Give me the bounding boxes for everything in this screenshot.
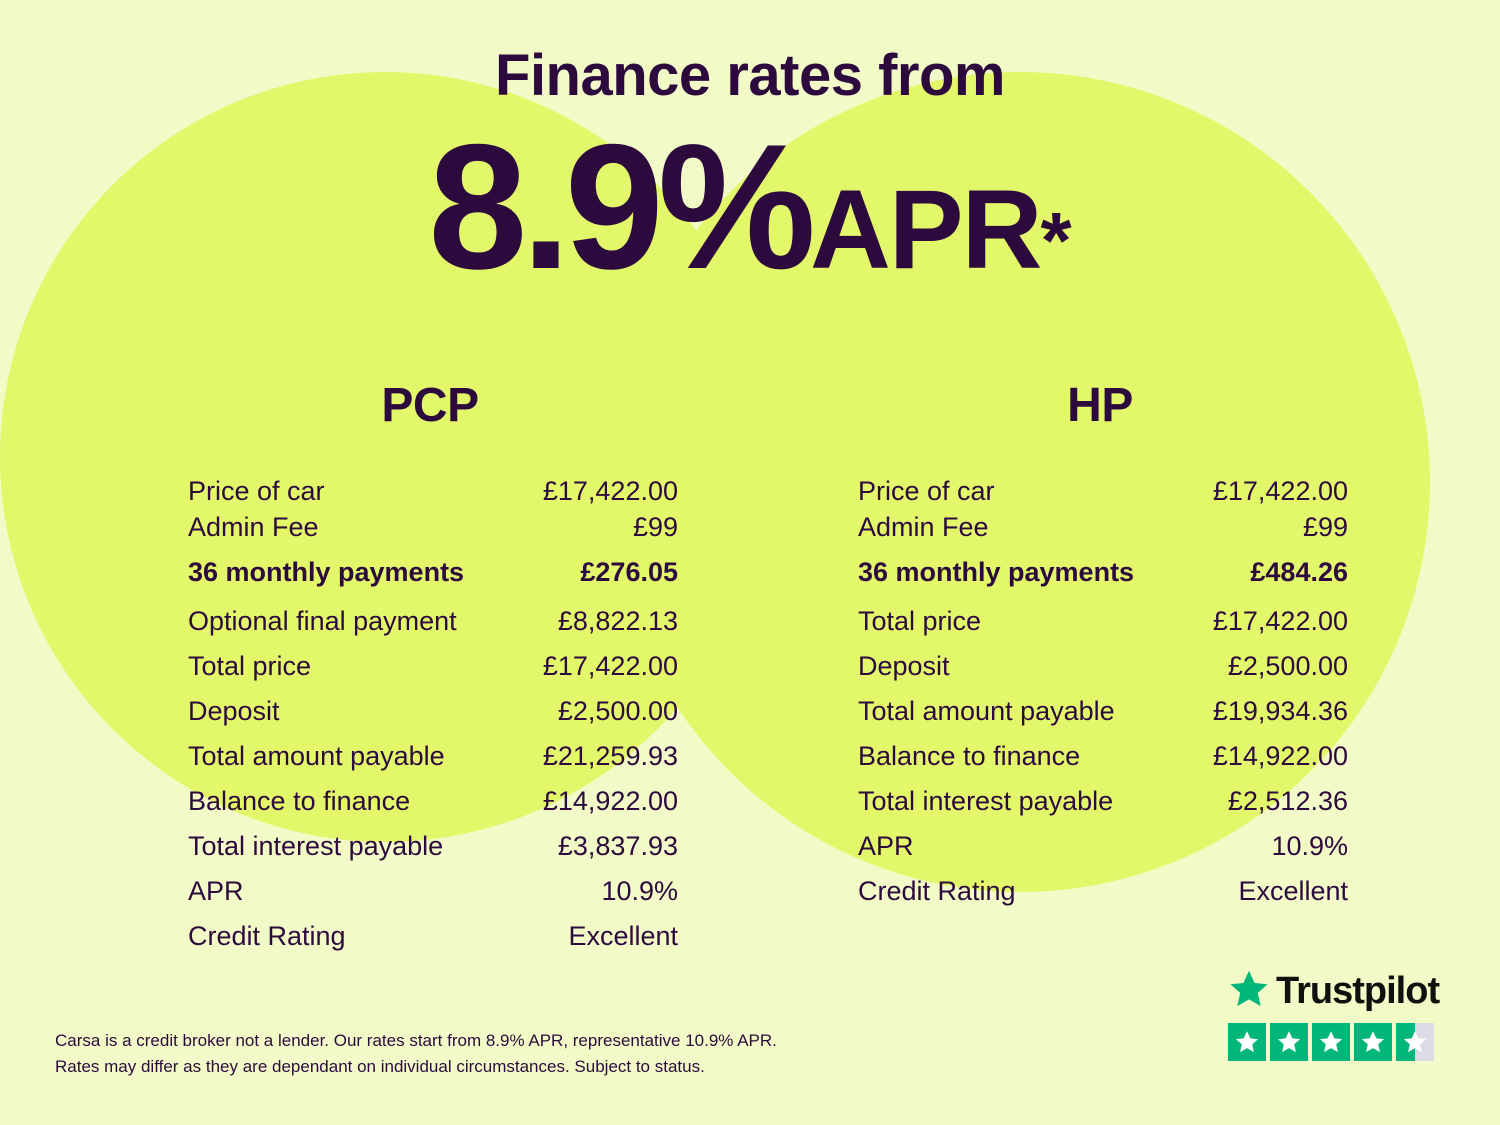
table-row [830,509,1370,545]
row-value: £14,922.00 [1212,741,1348,771]
table-row [830,599,1370,644]
trustpilot-rating [1228,968,1448,1061]
row-label: Credit Rating [188,921,346,951]
row-value: £19,934.36 [1212,696,1348,726]
apr-headline [0,107,1500,306]
apr-rate-value: 8.9% [428,107,811,306]
row-value: £3,837.93 [557,831,678,861]
row-label: APR [858,831,914,861]
row-label: Optional final payment [188,606,457,636]
table-row [160,689,700,734]
table-row [830,869,1370,914]
finance-table-hp [830,473,1370,914]
table-row [160,779,700,824]
rating-star-half [1396,1023,1434,1061]
row-value: £17,422.00 [542,651,678,681]
table-row [830,473,1370,509]
apr-label: APR [810,167,1041,292]
row-value: £99 [632,511,678,542]
table-row [160,914,700,959]
row-label: Total price [858,606,982,636]
row-label: Price of car [188,475,325,506]
row-label: 36 monthly payments [858,556,1135,587]
table-row [160,869,700,914]
row-value: Excellent [1238,876,1348,906]
row-label: Deposit [858,651,950,681]
row-label: Balance to finance [858,741,1081,771]
table-row [160,473,700,509]
row-value: £17,422.00 [1212,475,1348,506]
trustpilot-logo [1228,968,1448,1015]
row-value: £2,500.00 [1227,651,1348,681]
finance-table-pcp [160,473,700,959]
table-row [160,734,700,779]
column-title-pcp: PCP [381,379,479,432]
table-row [830,824,1370,869]
star-icon [1228,968,1270,1015]
row-value: £2,500.00 [557,696,678,726]
footnote-line-1: Carsa is a credit broker not a lender. Our rates start from 8.9% APR, representative 10.9% APR. [55,1031,777,1050]
row-value: 10.9% [1271,831,1348,861]
row-label: Deposit [188,696,280,726]
trustpilot-wordmark: Trustpilot [1276,970,1440,1012]
rating-star-filled [1228,1023,1266,1061]
row-label: Credit Rating [858,876,1016,906]
row-value: £2,512.36 [1227,786,1348,816]
page-title: Finance rates from [495,43,1005,108]
row-label: 36 monthly payments [188,556,465,587]
table-row [830,689,1370,734]
apr-asterisk: * [1040,196,1072,285]
row-value: Excellent [568,921,678,951]
row-label: Balance to finance [188,786,411,816]
table-row [160,509,700,545]
row-value: £14,922.00 [542,786,678,816]
row-label: Admin Fee [858,511,989,542]
row-value: £484.26 [1250,556,1348,587]
row-label: Price of car [858,475,995,506]
table-row [160,644,700,689]
finance-column-hp [830,378,1370,914]
row-value: £276.05 [580,556,678,587]
table-row [160,599,700,644]
row-value: £21,259.93 [542,741,678,771]
row-label: Total amount payable [858,696,1115,726]
trustpilot-stars [1228,1023,1448,1061]
row-value: £17,422.00 [542,475,678,506]
table-row [830,734,1370,779]
rating-star-filled [1270,1023,1308,1061]
row-label: Admin Fee [188,511,319,542]
row-value: £17,422.00 [1212,606,1348,636]
table-row [830,644,1370,689]
row-label: APR [188,876,244,906]
table-row-highlighted [830,545,1370,599]
row-value: £99 [1302,511,1348,542]
rating-star-filled [1312,1023,1350,1061]
row-label: Total amount payable [188,741,445,771]
row-value: 10.9% [601,876,678,906]
finance-column-pcp [160,378,700,959]
row-label: Total interest payable [188,831,444,861]
column-title-hp: HP [1067,379,1133,432]
row-label: Total price [188,651,312,681]
row-label: Total interest payable [858,786,1114,816]
footnote-line-2: Rates may differ as they are dependant on individual circumstances. Subject to status. [55,1056,705,1076]
table-row [160,824,700,869]
table-row-highlighted [160,545,700,599]
row-value: £8,822.13 [557,606,678,636]
table-row [830,779,1370,824]
rating-star-filled [1354,1023,1392,1061]
legal-footnote [55,1028,777,1079]
